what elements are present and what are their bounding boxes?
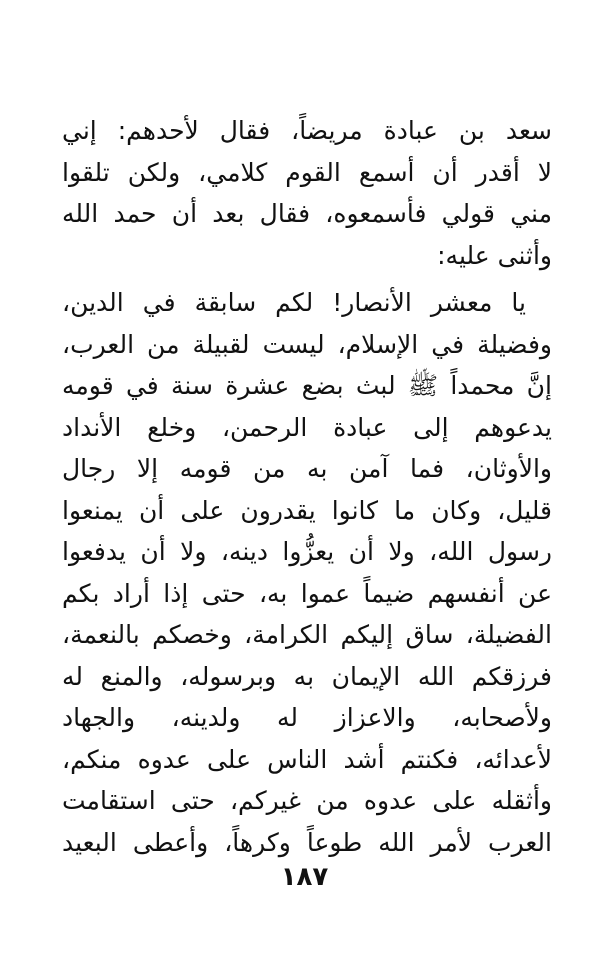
text-line: قليل، وكان ما كانوا يقدرون على أن يمنعوا — [62, 495, 552, 525]
text-line: سعد بن عبادة مريضاً، فقال لأحدهم: إني — [62, 116, 552, 145]
paragraph-1 — [62, 110, 552, 276]
text-line: فرزقكم الله الإيمان به وبرسوله، والمنع له — [62, 661, 552, 691]
text-line: إنَّ محمداً ﷺ لبث بضع عشرة سنة في قومه — [62, 371, 552, 400]
text-line: يدعوهم إلى عبادة الرحمن، وخلع الأنداد — [62, 412, 552, 442]
text-line: مني قولي فأسمعوه، فقال بعد أن حمد الله — [62, 199, 552, 228]
text-line: العرب لأمر الله طوعاً وكرهاً، وأعطى البعيد — [62, 827, 552, 857]
text-line: لا أقدر أن أسمع القوم كلامي، ولكن تلقوا — [62, 157, 552, 187]
page-number: ١٨٧ — [280, 862, 329, 892]
text-line: ولأصحابه، والاعزاز له ولدينه، والجهاد — [62, 703, 552, 732]
text-line: عن أنفسهم ضيماً عموا به، حتى إذا أراد بكم — [62, 578, 552, 608]
text-line: والأوثان، فما آمن به من قومه إلا رجال — [62, 454, 552, 483]
text-line: وأثقله على عدوه من غيركم، حتى استقامت — [62, 786, 552, 815]
text-line: رسول الله، ولا أن يعزُّوا دينه، ولا أن يدفعوا — [62, 537, 552, 566]
text-line: يا معشر الأنصار! لكم سابقة في الدين، — [62, 288, 526, 317]
text-line: وأثنى عليه: — [437, 240, 552, 270]
text-line: الفضيلة، ساق إليكم الكرامة، وخصكم بالنعمة، — [62, 620, 552, 649]
text-line: وفضيلة في الإسلام، ليست لقبيلة من العرب، — [62, 329, 552, 359]
paragraph-2 — [62, 282, 552, 863]
text-line: لأعدائه، فكنتم أشد الناس على عدوه منكم، — [62, 744, 552, 774]
